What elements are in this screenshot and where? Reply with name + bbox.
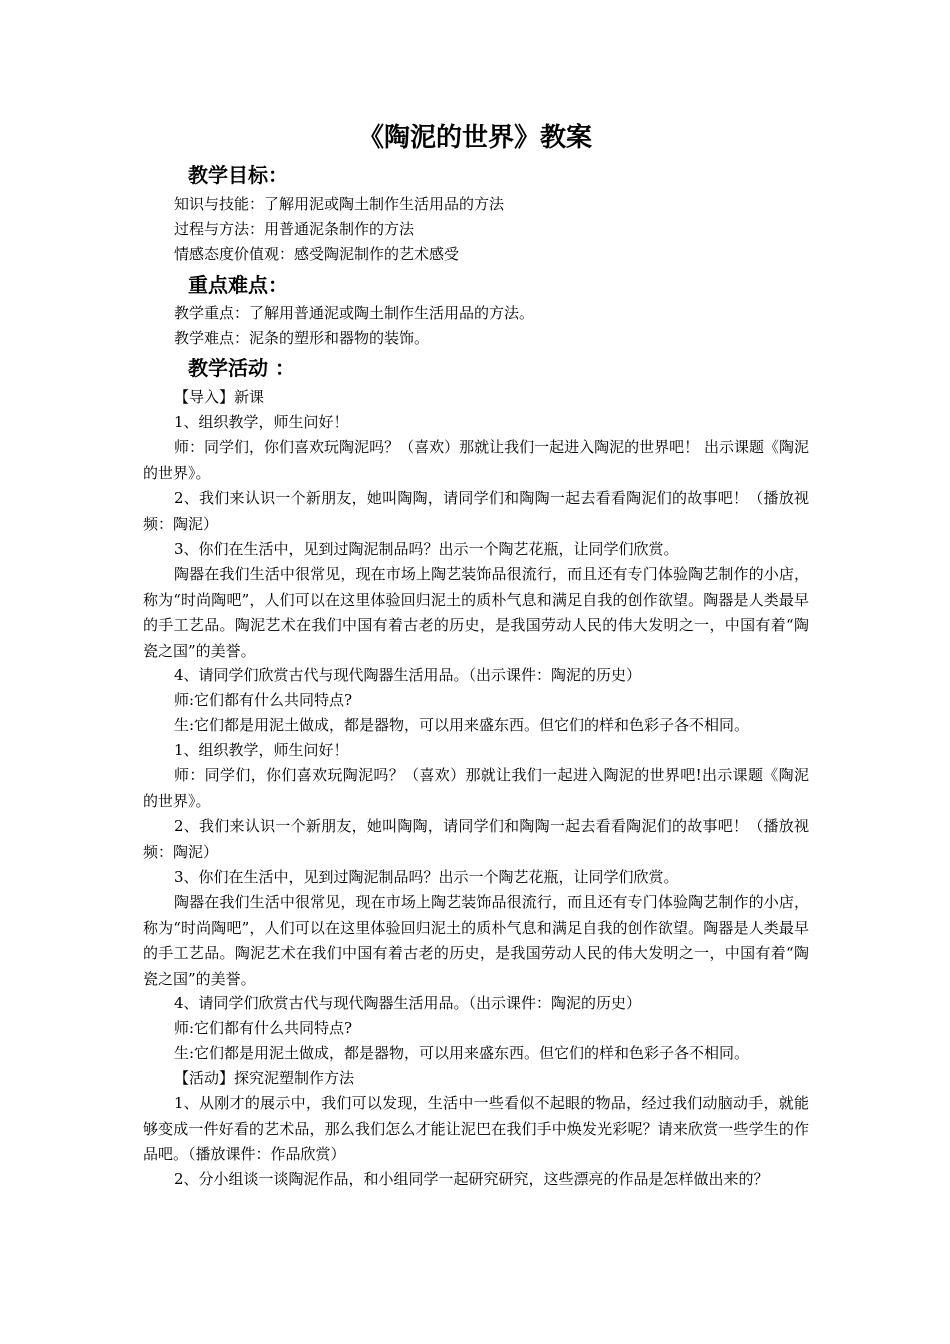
objectives-heading: 教学目标： [188, 163, 288, 187]
document-title: 《陶泥的世界》教案 [357, 123, 592, 153]
lesson-paragraph: 2、我们来认识一个新朋友，她叫陶陶，请同学们和陶陶一起去看看陶泥们的故事吧！（播放视频：陶泥） [143, 817, 809, 861]
objective-process: 过程与方法：用普通泥条制作的方法 [174, 220, 415, 238]
activity-paragraph: 1、从刚才的展示中，我们可以发现，生活中一些看似不起眼的物品，经过我们动脑动手，就能够变成一件好看的艺术品，那么我们怎么才能让泥巴在我们手中焕发光彩呢？请来欣赏一些学生的作品吧。（播放课件：作品欣赏） [143, 1094, 809, 1163]
lesson-paragraph: 2、我们来认识一个新朋友，她叫陶陶，请同学们和陶陶一起去看看陶泥们的故事吧！（播放视频：陶泥） [143, 489, 809, 533]
lesson-paragraph: 3、你们在生活中，见到过陶泥制品吗？出示一个陶艺花瓶，让同学们欣赏。 [174, 868, 679, 886]
lesson-paragraph: 陶器在我们生活中很常见，现在市场上陶艺装饰品很流行，而且还有专门体验陶艺制作的小店，称为“时尚陶吧”，人们可以在这里体验回归泥土的质朴气息和满足自我的创作欲望。陶器是人类最早的手工艺品。陶泥艺术在我们中国有着古老的历史，是我国劳动人民的伟大发明之一，中国有着“陶瓷之国”的美誉。 [143, 565, 809, 660]
lesson-paragraph: 师：同学们，你们喜欢玩陶泥吗？（喜欢）那就让我们一起进入陶泥的世界吧！ 出示课题《陶泥的世界》。 [143, 438, 809, 482]
objective-attitude: 情感态度价值观：感受陶泥制作的艺术感受 [174, 245, 460, 263]
lesson-paragraph: 1、组织教学，师生问好！ [174, 413, 349, 431]
lesson-paragraph: 生:它们都是用泥土做成，都是器物，可以用来盛东西。但它们的样和色彩子各不相同。 [174, 716, 750, 734]
lesson-paragraph: 师:它们都有什么共同特点? [174, 1019, 353, 1037]
lesson-paragraph: 师:它们都有什么共同特点? [174, 691, 353, 709]
lesson-paragraph: 师：同学们，你们喜欢玩陶泥吗？（喜欢）那就让我们一起进入陶泥的世界吧!出示课题《陶泥的世界》。 [143, 766, 809, 810]
activities-heading: 教学活动 ： [188, 356, 295, 380]
keypoint-difficulty: 教学难点：泥条的塑形和器物的装饰。 [174, 329, 430, 347]
lesson-paragraph: 生:它们都是用泥土做成，都是器物，可以用来盛东西。但它们的样和色彩子各不相同。 [174, 1044, 750, 1062]
keypoint-focus: 教学重点：了解用普通泥或陶土制作生活用品的方法。 [174, 304, 535, 322]
lesson-paragraph: 陶器在我们生活中很常见，现在市场上陶艺装饰品很流行，而且还有专门体验陶艺制作的小店，称为“时尚陶吧”，人们可以在这里体验回归泥土的质朴气息和满足自我的创作欲望。陶器是人类最早的手工艺品。陶泥艺术在我们中国有着古老的历史，是我国劳动人民的伟大发明之一，中国有着“陶瓷之国”的美誉。 [143, 893, 809, 988]
objective-knowledge: 知识与技能：了解用泥或陶土制作生活用品的方法 [174, 195, 505, 213]
lesson-paragraph: 1、组织教学，师生问好！ [174, 741, 349, 759]
activity-paragraph: 2、分小组谈一谈陶泥作品，和小组同学一起研究研究，这些漂亮的作品是怎样做出来的？ [174, 1170, 769, 1188]
lesson-paragraph: 4、请同学们欣赏古代与现代陶器生活用品。（出示课件：陶泥的历史） [174, 994, 642, 1012]
intro-label: 【导入】新课 [174, 388, 265, 406]
lesson-paragraph: 4、请同学们欣赏古代与现代陶器生活用品。（出示课件：陶泥的历史） [174, 666, 642, 684]
lesson-paragraph: 3、你们在生活中，见到过陶泥制品吗？出示一个陶艺花瓶，让同学们欣赏。 [174, 540, 679, 558]
activity-label: 【活动】探究泥塑制作方法 [174, 1069, 355, 1087]
keypoints-heading: 重点难点： [188, 273, 288, 297]
